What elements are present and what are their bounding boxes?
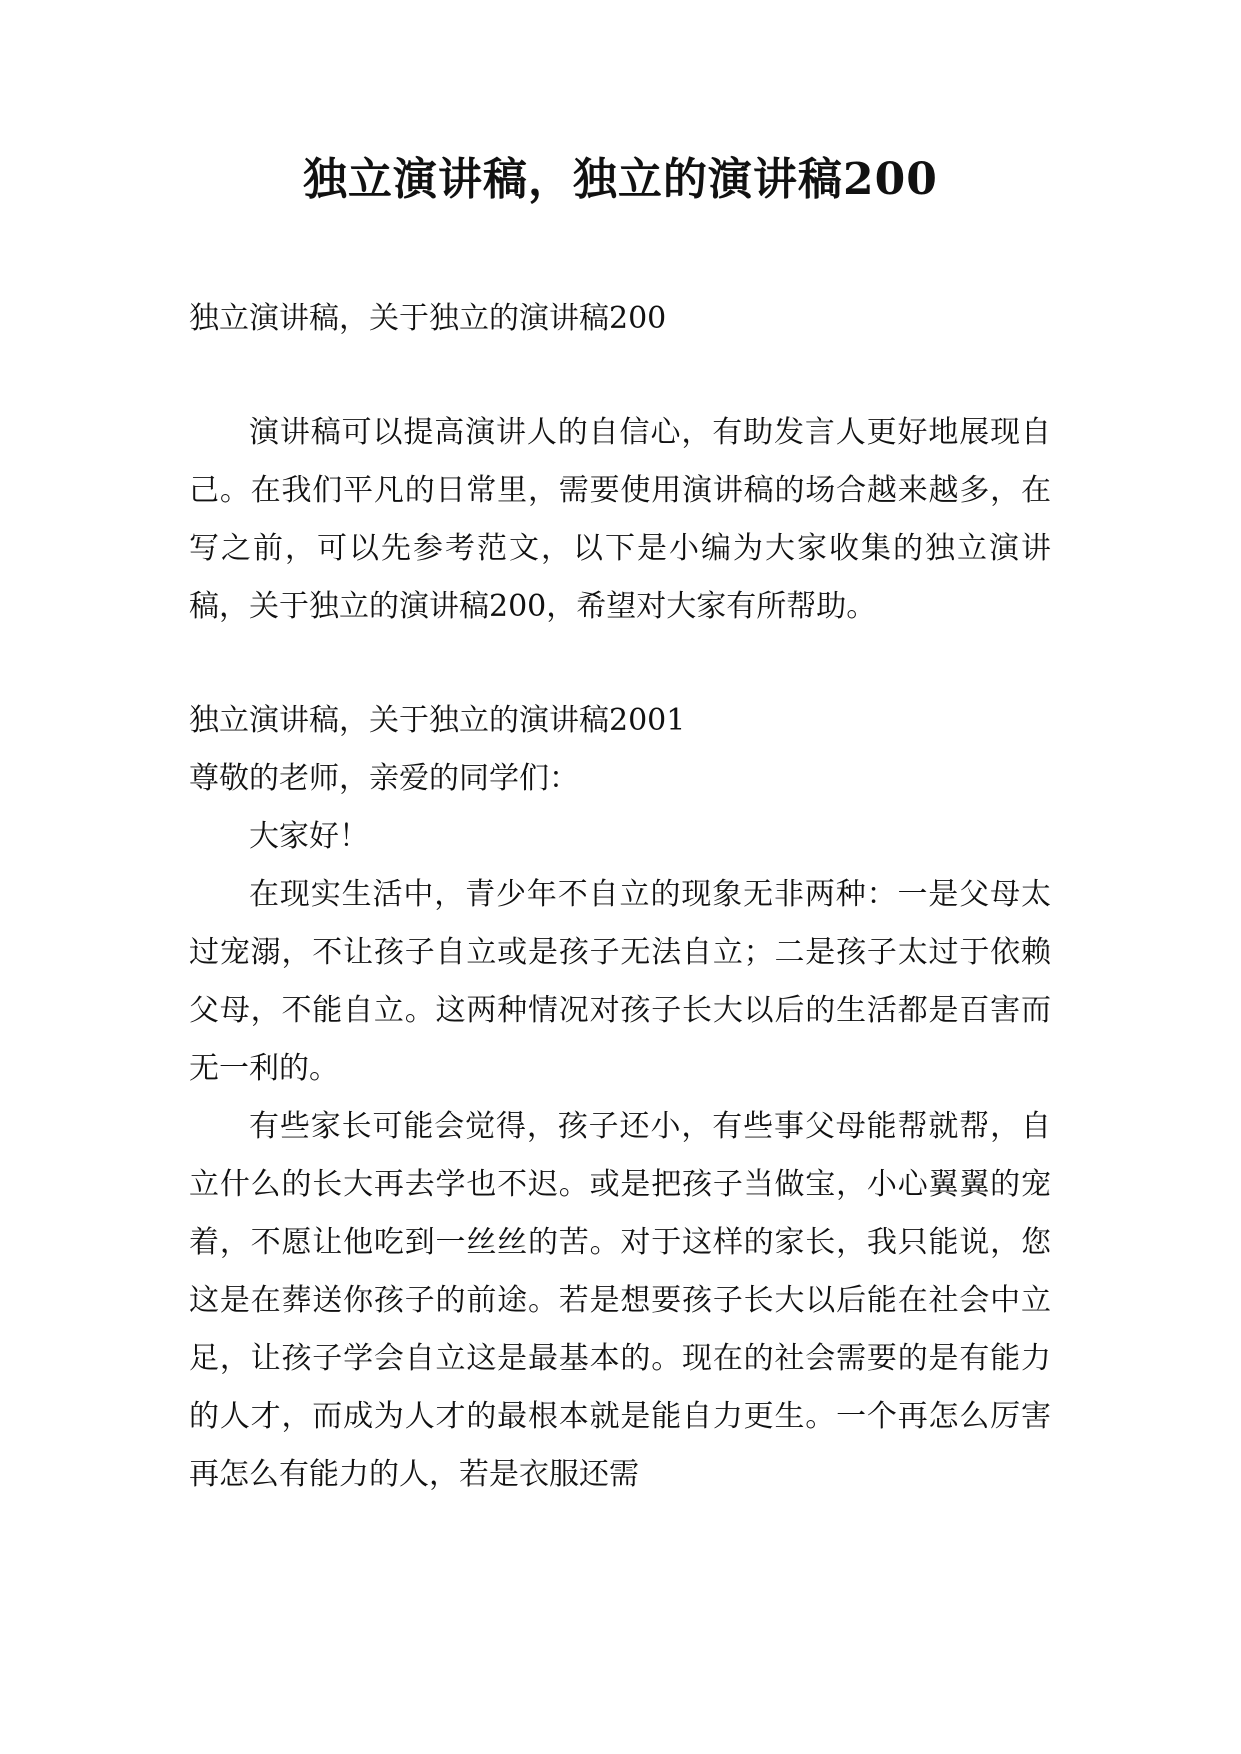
- document-title: 独立演讲稿，独立的演讲稿200: [303, 154, 938, 205]
- document-subtitle: 独立演讲稿，关于独立的演讲稿200: [189, 301, 667, 336]
- salutation: 尊敬的老师，亲爱的同学们：: [189, 761, 579, 796]
- body-paragraph-2: 有些家长可能会觉得，孩子还小，有些事父母能帮就帮，自立什么的长大再去学也不迟。或是把孩子当做宝，小心翼翼的宠着，不愿让他吃到一丝丝的苦。对于这样的家长，我只能说，您这是在葬送你孩子的前途。若是想要孩子长大以后能在社会中立足，让孩子学会自立这是最基本的。现在的社会需要的是有能力的人才，而成为人才的最根本就是能自力更生。一个再怎么厉害再怎么有能力的人，若是衣服还需: [189, 1109, 1051, 1492]
- document-body: [189, 290, 1051, 1504]
- greeting: 大家好！: [249, 819, 369, 854]
- spacer: [189, 636, 1051, 692]
- body-paragraph-1: 在现实生活中，青少年不自立的现象无非两种：一是父母太过宠溺，不让孩子自立或是孩子无法自立；二是孩子太过于依赖父母，不能自立。这两种情况对孩子长大以后的生活都是百害而无一利的。: [189, 877, 1051, 1086]
- spacer: [189, 348, 1051, 404]
- section-heading: 独立演讲稿，关于独立的演讲稿2001: [189, 703, 686, 738]
- intro-paragraph: 演讲稿可以提高演讲人的自信心，有助发言人更好地展现自己。在我们平凡的日常里，需要使用演讲稿的场合越来越多，在写之前，可以先参考范文，以下是小编为大家收集的独立演讲稿，关于独立的演讲稿200，希望对大家有所帮助。: [189, 415, 1051, 624]
